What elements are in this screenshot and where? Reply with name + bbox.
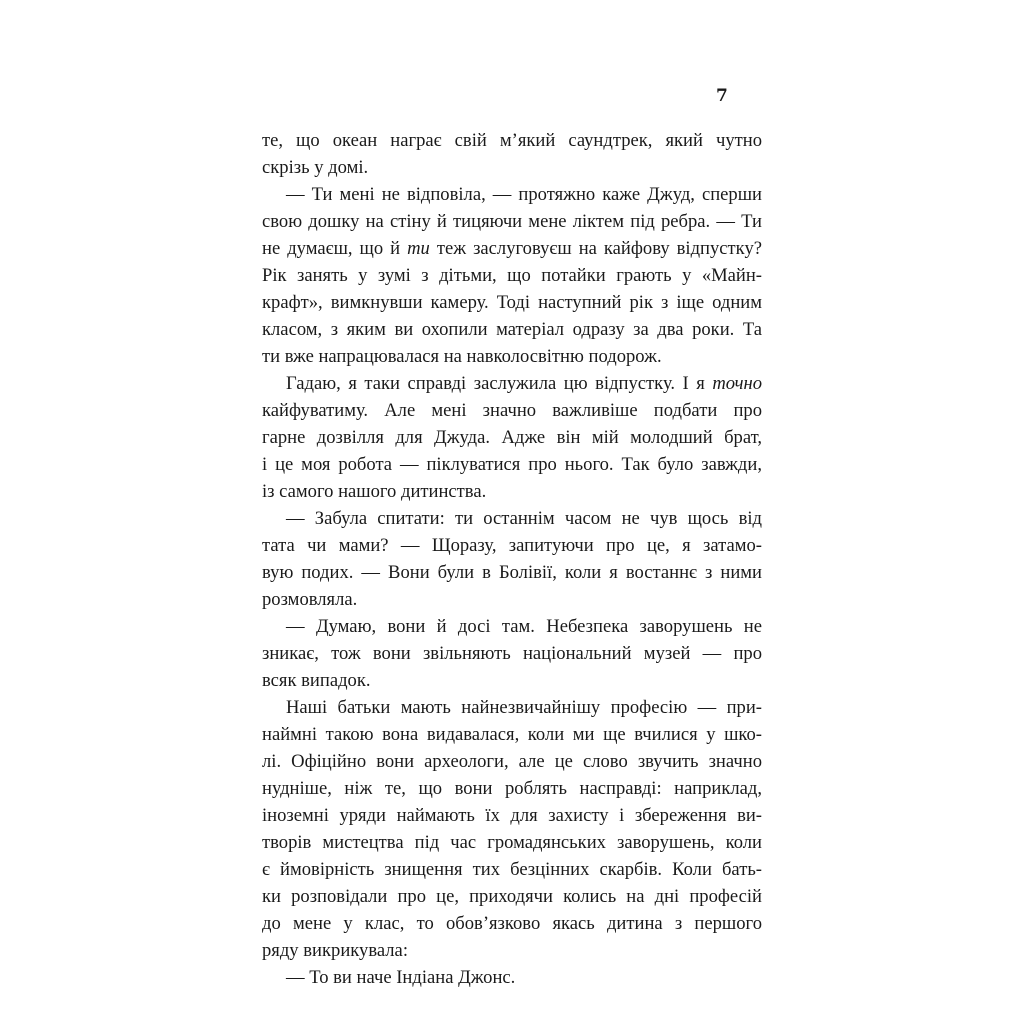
text-line <box>262 748 762 775</box>
text-segment: і це моя робота — піклуватися про нього. Так було завжди, <box>262 454 762 475</box>
text-line <box>262 370 762 397</box>
text-line <box>262 262 762 289</box>
text-segment: гарне дозвілля для Джуда. Адже він мій молодший брат, <box>262 427 762 448</box>
text-segment: наймні такою вона видавалася, коли ми ще вчилися у шко- <box>262 724 762 745</box>
text-segment: ряду викрикувала: <box>262 940 408 961</box>
text-line <box>262 451 762 478</box>
text-line <box>262 883 762 910</box>
text-line <box>262 667 762 694</box>
text-line <box>262 289 762 316</box>
text-line <box>262 154 762 181</box>
text-line <box>262 613 762 640</box>
text-segment: теж заслуговуєш на кайфову відпустку? <box>429 238 763 259</box>
text-segment: вую подих. — Вони були в Болівії, коли я востаннє з ними <box>262 562 762 583</box>
text-line <box>262 424 762 451</box>
text-line <box>262 910 762 937</box>
text-line <box>262 181 762 208</box>
text-segment: класом, з яким ви охопили матеріал одразу за два роки. Та <box>262 319 762 340</box>
text-line <box>262 505 762 532</box>
text-segment: — Ти мені не відповіла, — протяжно каже Джуд, сперши <box>286 184 762 205</box>
text-segment: є ймовірність знищення тих безцінних скарбів. Коли бать- <box>262 859 762 880</box>
text-segment: кайфуватиму. Але мені значно важливіше подбати про <box>262 400 762 421</box>
page-number: 7 <box>716 86 728 106</box>
text-line <box>262 856 762 883</box>
emphasized-text: точно <box>712 373 762 394</box>
text-segment: не думаєш, що й <box>262 238 408 259</box>
text-segment: нудніше, ніж те, що вони роблять насправді: наприклад, <box>262 778 762 799</box>
text-segment: скрізь у домі. <box>262 157 369 178</box>
text-segment: — Забула спитати: ти останнім часом не чув щось від <box>286 508 762 529</box>
text-segment: — Думаю, вони й досі там. Небезпека заворушень не <box>286 616 762 637</box>
text-segment: лі. Офіційно вони археологи, але це слово звучить значно <box>262 751 762 772</box>
text-segment: свою дошку на стіну й тицяючи мене ліктем під ребра. — Ти <box>262 211 762 232</box>
text-segment: Наші батьки мають найнезвичайнішу професію — при- <box>286 697 762 718</box>
text-segment: ки розповідали про це, приходячи колись на дні професій <box>262 886 762 907</box>
text-segment: зникає, тож вони звільняють національний музей — про <box>262 643 762 664</box>
text-segment: до мене у клас, то обов’язково якась дитина з першого <box>262 913 762 934</box>
text-line <box>262 721 762 748</box>
text-segment: те, що океан награє свій м’який саундтрек, який чутно <box>262 130 762 151</box>
text-line <box>262 829 762 856</box>
text-segment: Рік занять у зумі з дітьми, що потайки грають у «Майн- <box>262 265 762 286</box>
text-line <box>262 586 762 613</box>
text-segment: творів мистецтва під час громадянських заворушень, коли <box>262 832 762 853</box>
text-line <box>262 235 762 262</box>
text-line <box>262 802 762 829</box>
text-line <box>262 937 762 964</box>
text-line <box>262 478 762 505</box>
text-segment: — То ви наче Індіана Джонс. <box>286 967 516 988</box>
text-segment: крафт», вимкнувши камеру. Тоді наступний рік з іще одним <box>262 292 762 313</box>
text-line <box>262 343 762 370</box>
text-line <box>262 775 762 802</box>
text-line <box>262 316 762 343</box>
text-line <box>262 694 762 721</box>
text-line <box>262 127 762 154</box>
text-segment: Гадаю, я таки справді заслужила цю відпустку. І я <box>286 373 713 394</box>
text-segment: тата чи мами? — Щоразу, запитуючи про це, я затамо- <box>262 535 762 556</box>
text-line <box>262 208 762 235</box>
text-line <box>262 640 762 667</box>
text-segment: всяк випадок. <box>262 670 371 691</box>
text-line <box>262 397 762 424</box>
text-line <box>262 964 762 991</box>
text-segment: із самого нашого дитинства. <box>262 481 487 502</box>
text-segment: ти вже напрацювалася на навколосвітню подорож. <box>262 346 662 367</box>
text-column <box>262 127 762 991</box>
emphasized-text: ти <box>407 238 430 259</box>
text-segment: розмовляла. <box>262 589 358 610</box>
text-segment: іноземні уряди наймають їх для захисту і збереження ви- <box>262 805 762 826</box>
text-line <box>262 559 762 586</box>
text-line <box>262 532 762 559</box>
